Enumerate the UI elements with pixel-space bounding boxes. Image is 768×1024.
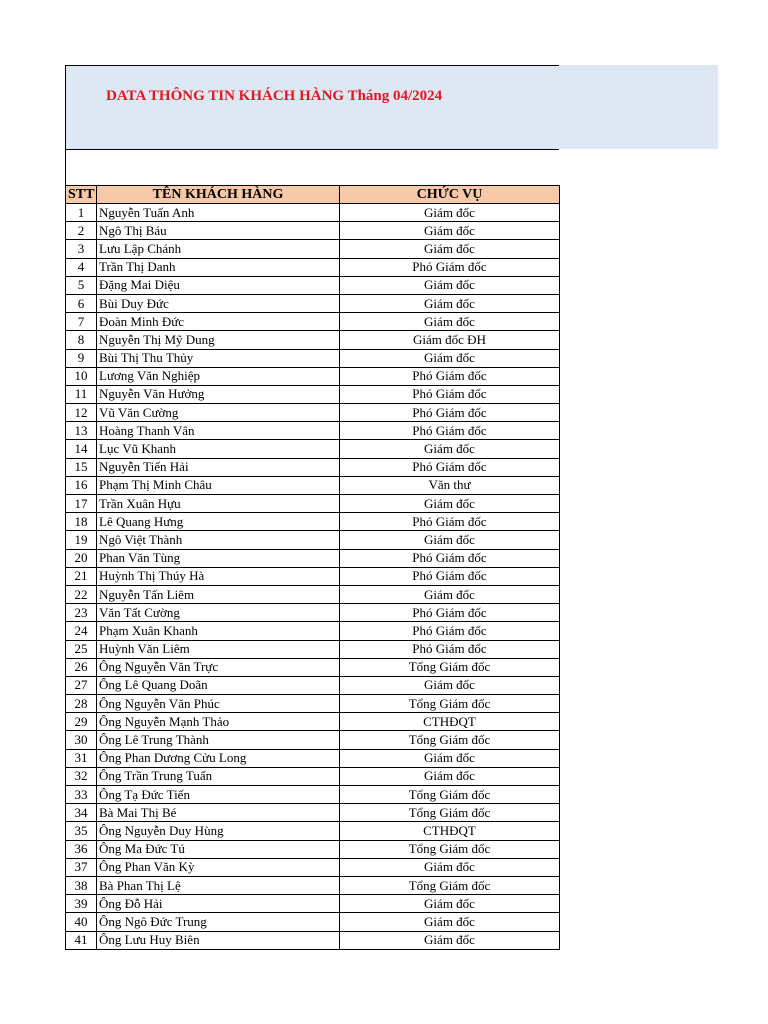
- table-row: [66, 240, 560, 258]
- cell-position[interactable]: Tổng Giám đốc: [340, 876, 560, 894]
- cell-stt[interactable]: 32: [66, 767, 97, 785]
- cell-stt[interactable]: 16: [66, 476, 97, 494]
- cell-stt[interactable]: 24: [66, 622, 97, 640]
- cell-stt[interactable]: 12: [66, 404, 97, 422]
- cell-position[interactable]: Giám đốc: [340, 440, 560, 458]
- cell-position[interactable]: Giám đốc: [340, 858, 560, 876]
- table-row: [66, 749, 560, 767]
- cell-position[interactable]: Phó Giám đốc: [340, 640, 560, 658]
- cell-stt[interactable]: 8: [66, 331, 97, 349]
- cell-customer-name[interactable]: Vũ Văn Cường: [97, 404, 340, 422]
- cell-customer-name[interactable]: Bùi Duy Đức: [97, 294, 340, 312]
- cell-customer-name[interactable]: Ông Lưu Huy Biên: [97, 931, 340, 949]
- cell-stt[interactable]: 2: [66, 222, 97, 240]
- cell-position[interactable]: Phó Giám đốc: [340, 549, 560, 567]
- cell-position[interactable]: Phó Giám đốc: [340, 458, 560, 476]
- cell-customer-name[interactable]: Đoàn Minh Đức: [97, 313, 340, 331]
- left-border: [65, 65, 66, 186]
- cell-customer-name[interactable]: Ông Phan Dương Cửu Long: [97, 749, 340, 767]
- cell-customer-name[interactable]: Ông Ngô Đức Trung: [97, 913, 340, 931]
- cell-stt[interactable]: 11: [66, 385, 97, 403]
- table-row: [66, 458, 560, 476]
- cell-position[interactable]: Tổng Giám đốc: [340, 731, 560, 749]
- cell-stt[interactable]: 1: [66, 204, 97, 222]
- table-row: [66, 349, 560, 367]
- table-row: [66, 676, 560, 694]
- table-row: [66, 258, 560, 276]
- cell-position[interactable]: Giám đốc: [340, 276, 560, 294]
- table-row: [66, 804, 560, 822]
- cell-customer-name[interactable]: Phan Văn Tùng: [97, 549, 340, 567]
- cell-stt[interactable]: 9: [66, 349, 97, 367]
- cell-customer-name[interactable]: Văn Tất Cường: [97, 604, 340, 622]
- cell-customer-name[interactable]: Trần Xuân Hựu: [97, 495, 340, 513]
- cell-stt[interactable]: 6: [66, 294, 97, 312]
- cell-stt[interactable]: 28: [66, 695, 97, 713]
- table-row: [66, 549, 560, 567]
- cell-position[interactable]: Phó Giám đốc: [340, 422, 560, 440]
- cell-position[interactable]: CTHĐQT: [340, 713, 560, 731]
- cell-position[interactable]: Giám đốc: [340, 931, 560, 949]
- table-row: [66, 585, 560, 603]
- cell-position[interactable]: Giám đốc: [340, 913, 560, 931]
- cell-stt[interactable]: 22: [66, 585, 97, 603]
- table-row: [66, 658, 560, 676]
- cell-customer-name[interactable]: Ông Nguyễn Duy Hùng: [97, 822, 340, 840]
- cell-customer-name[interactable]: Phạm Xuân Khanh: [97, 622, 340, 640]
- cell-position[interactable]: Giám đốc: [340, 749, 560, 767]
- cell-stt[interactable]: 4: [66, 258, 97, 276]
- cell-customer-name[interactable]: Ông Nguyễn Văn Phúc: [97, 695, 340, 713]
- cell-position[interactable]: Giám đốc: [340, 349, 560, 367]
- table-row: [66, 531, 560, 549]
- cell-customer-name[interactable]: Ông Tạ Đức Tiến: [97, 786, 340, 804]
- cell-stt[interactable]: 40: [66, 913, 97, 931]
- cell-stt[interactable]: 37: [66, 858, 97, 876]
- cell-stt[interactable]: 39: [66, 895, 97, 913]
- cell-stt[interactable]: 15: [66, 458, 97, 476]
- table-row: [66, 622, 560, 640]
- cell-position[interactable]: CTHĐQT: [340, 822, 560, 840]
- table-row: [66, 331, 560, 349]
- cell-position[interactable]: Phó Giám đốc: [340, 567, 560, 585]
- table-row: [66, 476, 560, 494]
- cell-stt[interactable]: 18: [66, 513, 97, 531]
- cell-customer-name[interactable]: Ông Phan Văn Kỳ: [97, 858, 340, 876]
- cell-customer-name[interactable]: Lê Quang Hưng: [97, 513, 340, 531]
- cell-stt[interactable]: 13: [66, 422, 97, 440]
- cell-position[interactable]: Phó Giám đốc: [340, 367, 560, 385]
- cell-customer-name[interactable]: Ông Đỗ Hải: [97, 895, 340, 913]
- cell-customer-name[interactable]: Ông Trần Trung Tuấn: [97, 767, 340, 785]
- table-row: [66, 222, 560, 240]
- cell-customer-name[interactable]: Bùi Thị Thu Thủy: [97, 349, 340, 367]
- cell-customer-name[interactable]: Ngô Việt Thành: [97, 531, 340, 549]
- table-row: [66, 876, 560, 894]
- cell-position[interactable]: Phó Giám đốc: [340, 258, 560, 276]
- table-row: [66, 367, 560, 385]
- table-row: [66, 294, 560, 312]
- cell-customer-name[interactable]: Nguyễn Tuấn Anh: [97, 204, 340, 222]
- cell-customer-name[interactable]: Huỳnh Thị Thúy Hà: [97, 567, 340, 585]
- table-row: [66, 640, 560, 658]
- cell-position[interactable]: Tổng Giám đốc: [340, 804, 560, 822]
- cell-stt[interactable]: 35: [66, 822, 97, 840]
- title-border-top: [65, 65, 559, 66]
- cell-customer-name[interactable]: Ông Nguyễn Văn Trực: [97, 658, 340, 676]
- page-title: DATA THÔNG TIN KHÁCH HÀNG Tháng 04/2024: [106, 88, 443, 104]
- cell-customer-name[interactable]: Lục Vũ Khanh: [97, 440, 340, 458]
- cell-stt[interactable]: 29: [66, 713, 97, 731]
- title-band-bottom-border: [65, 149, 559, 150]
- cell-position[interactable]: Tổng Giám đốc: [340, 786, 560, 804]
- cell-position[interactable]: Phó Giám đốc: [340, 385, 560, 403]
- cell-customer-name[interactable]: Đặng Mai Diệu: [97, 276, 340, 294]
- cell-stt[interactable]: 10: [66, 367, 97, 385]
- header-customer-name[interactable]: TÊN KHÁCH HÀNG: [97, 186, 340, 204]
- cell-customer-name[interactable]: Ngô Thị Báu: [97, 222, 340, 240]
- cell-position[interactable]: Phó Giám đốc: [340, 604, 560, 622]
- cell-customer-name[interactable]: Nguyễn Thị Mỹ Dung: [97, 331, 340, 349]
- table-row: [66, 567, 560, 585]
- cell-stt[interactable]: 5: [66, 276, 97, 294]
- table-row: [66, 731, 560, 749]
- table-row: [66, 404, 560, 422]
- table-row: [66, 786, 560, 804]
- cell-position[interactable]: Tổng Giám đốc: [340, 658, 560, 676]
- cell-stt[interactable]: 23: [66, 604, 97, 622]
- table-row: [66, 440, 560, 458]
- table-row: [66, 822, 560, 840]
- table-body: [66, 204, 560, 950]
- cell-customer-name[interactable]: Lưu Lập Chánh: [97, 240, 340, 258]
- table-row: [66, 495, 560, 513]
- cell-stt[interactable]: 38: [66, 876, 97, 894]
- table-row: [66, 313, 560, 331]
- cell-stt[interactable]: 17: [66, 495, 97, 513]
- cell-position[interactable]: Phó Giám đốc: [340, 513, 560, 531]
- cell-customer-name[interactable]: Phạm Thị Minh Châu: [97, 476, 340, 494]
- cell-position[interactable]: Giám đốc: [340, 240, 560, 258]
- cell-customer-name[interactable]: Bà Mai Thị Bé: [97, 804, 340, 822]
- header-stt[interactable]: STT: [66, 186, 97, 204]
- cell-customer-name[interactable]: Ông Lê Quang Doãn: [97, 676, 340, 694]
- cell-stt[interactable]: 20: [66, 549, 97, 567]
- cell-customer-name[interactable]: Ông Lê Trung Thành: [97, 731, 340, 749]
- cell-stt[interactable]: 25: [66, 640, 97, 658]
- cell-stt[interactable]: 14: [66, 440, 97, 458]
- cell-customer-name[interactable]: Huỳnh Văn Liêm: [97, 640, 340, 658]
- cell-stt[interactable]: 30: [66, 731, 97, 749]
- cell-customer-name[interactable]: Nguyễn Văn Hưởng: [97, 385, 340, 403]
- table-row: [66, 276, 560, 294]
- table-row: [66, 858, 560, 876]
- cell-position[interactable]: Giám đốc ĐH: [340, 331, 560, 349]
- title-band: [65, 65, 718, 149]
- customer-table: [65, 185, 560, 950]
- table-row: [66, 204, 560, 222]
- cell-customer-name[interactable]: Trần Thị Danh: [97, 258, 340, 276]
- header-position[interactable]: CHỨC VỤ: [340, 186, 560, 204]
- cell-position[interactable]: Giám đốc: [340, 676, 560, 694]
- cell-stt[interactable]: 7: [66, 313, 97, 331]
- cell-position[interactable]: Tổng Giám đốc: [340, 840, 560, 858]
- cell-stt[interactable]: 19: [66, 531, 97, 549]
- table-row: [66, 840, 560, 858]
- cell-stt[interactable]: 34: [66, 804, 97, 822]
- cell-customer-name[interactable]: Bà Phan Thị Lệ: [97, 876, 340, 894]
- cell-customer-name[interactable]: Ông Nguyễn Mạnh Thảo: [97, 713, 340, 731]
- cell-position[interactable]: Giám đốc: [340, 294, 560, 312]
- table-row: [66, 931, 560, 949]
- table-row: [66, 895, 560, 913]
- cell-stt[interactable]: 33: [66, 786, 97, 804]
- table-row: [66, 767, 560, 785]
- cell-customer-name[interactable]: Hoàng Thanh Vân: [97, 422, 340, 440]
- cell-stt[interactable]: 26: [66, 658, 97, 676]
- table-row: [66, 385, 560, 403]
- table-row: [66, 913, 560, 931]
- cell-position[interactable]: Giám đốc: [340, 895, 560, 913]
- cell-position[interactable]: Giám đốc: [340, 531, 560, 549]
- cell-customer-name[interactable]: Nguyễn Tiến Hải: [97, 458, 340, 476]
- cell-stt[interactable]: 31: [66, 749, 97, 767]
- table-row: [66, 604, 560, 622]
- table-header-row: [66, 186, 560, 204]
- table-row: [66, 695, 560, 713]
- cell-customer-name[interactable]: Nguyễn Tấn Liêm: [97, 585, 340, 603]
- cell-customer-name[interactable]: Ông Ma Đức Tú: [97, 840, 340, 858]
- cell-position[interactable]: Giám đốc: [340, 585, 560, 603]
- cell-position[interactable]: Giám đốc: [340, 222, 560, 240]
- cell-customer-name[interactable]: Lương Văn Nghiệp: [97, 367, 340, 385]
- cell-position[interactable]: Giám đốc: [340, 313, 560, 331]
- cell-position[interactable]: Tổng Giám đốc: [340, 695, 560, 713]
- table-row: [66, 513, 560, 531]
- cell-stt[interactable]: 41: [66, 931, 97, 949]
- cell-position[interactable]: Văn thư: [340, 476, 560, 494]
- cell-stt[interactable]: 27: [66, 676, 97, 694]
- cell-position[interactable]: Phó Giám đốc: [340, 622, 560, 640]
- cell-position[interactable]: Phó Giám đốc: [340, 404, 560, 422]
- cell-position[interactable]: Giám đốc: [340, 767, 560, 785]
- table-row: [66, 713, 560, 731]
- cell-stt[interactable]: 21: [66, 567, 97, 585]
- cell-position[interactable]: Giám đốc: [340, 495, 560, 513]
- cell-stt[interactable]: 3: [66, 240, 97, 258]
- cell-stt[interactable]: 36: [66, 840, 97, 858]
- cell-position[interactable]: Giám đốc: [340, 204, 560, 222]
- table-row: [66, 422, 560, 440]
